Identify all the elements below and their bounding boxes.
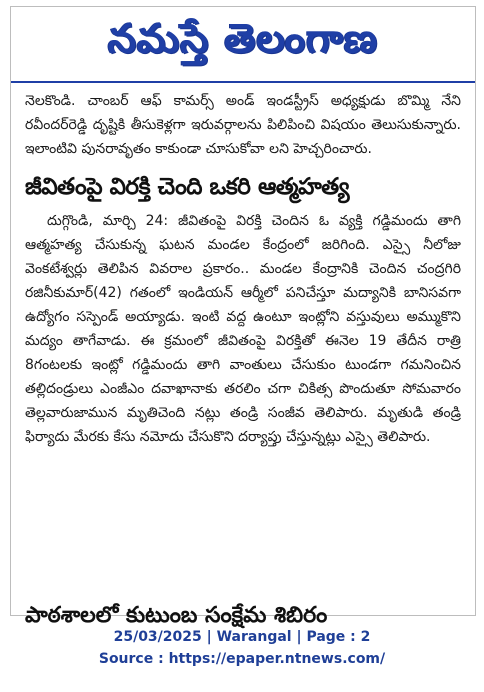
intro-paragraph: నెలకొండి. చాంబర్ ఆఫ్ కామర్స్ అండ్ ఇండస్ట్రీస్ అధ్యక్షుడు బొమ్మి నేని రవీందర్‌రెడ్డి దృష్టికి తీసుకెళ్లగా ఇరువర్గాలను పిలిపించి విషయం తెలుసుకున్నారు. ఇలాంటివి పునరావృతం కాకుండా చూసుకోవా లని హెచ్చరించారు. [25,93,461,157]
next-article-headline-partial: పాఠశాలలో కుటుంబ సంక్షేమ శిబిరం [25,603,328,628]
footer-date-edition: 25/03/2025 | Warangal | Page : 2 [113,629,371,645]
article-body-text: దుగ్గొండి, మార్చి 24: జీవితంపై విరక్తి చెందిన ఓ వ్యక్తి గడ్డిమందు తాగి ఆత్మహత్య చేసుకున్న ఘటన మండల కేంద్రంలో జరిగింది. ఎస్సై నీలోజు వెంకటేశ్వర్లు తెలిపిన వివరాల ప్రకారం.. మండల కేంద్రానికి చెందిన చంద్రగిరి రజినీకుమార్(42) గతంలో ఇండియన్ ఆర్మీలో పనిచేస్తూ మద్యానికి బానిసవగా ఉద్యోగం సస్పెండ్ అయ్యాడు. ఇంటి వద్ద ఉంటూ ఇంట్లోని వస్తువులు అమ్ముకొని మద్యం తాగేవాడు. ఈ క్రమంలో జీవితంపై విరక్తితో ఈనెల 19 తేదీన రాత్రి 8గంటలకు ఇంట్లో గడ్డిమందు తాగి వాంతులు చేసుకుం టుండగా గమనించిన తల్లిదండ్రులు ఎంజీఎం దవాఖానాకు తరలిం చగా చికిత్స పొందుతూ సోమవారం తెల్లవారుజామున మృతిచెంది నట్లు తండ్రి సంజీవ తెలిపారు. మృతుడి తండ్రి ఫిర్యాదు మేరకు కేసు నమోదు చేసుకొని దర్యాప్తు చేస్తున్నట్లు ఎస్సై తెలిపారు. [25,213,461,445]
masthead-title: నమస్తే తెలంగాణ [107,16,379,62]
masthead-divider [11,81,475,83]
footer-source-link[interactable]: Source : https://epaper.ntnews.com/ [98,651,386,667]
article-headline: జీవితంపై విరక్తి చెంది ఒకరి ఆత్మహత్య [25,174,350,200]
newspaper-clipping [10,6,476,628]
masthead [11,7,475,81]
source-footer [0,626,484,670]
article-body [25,209,461,449]
